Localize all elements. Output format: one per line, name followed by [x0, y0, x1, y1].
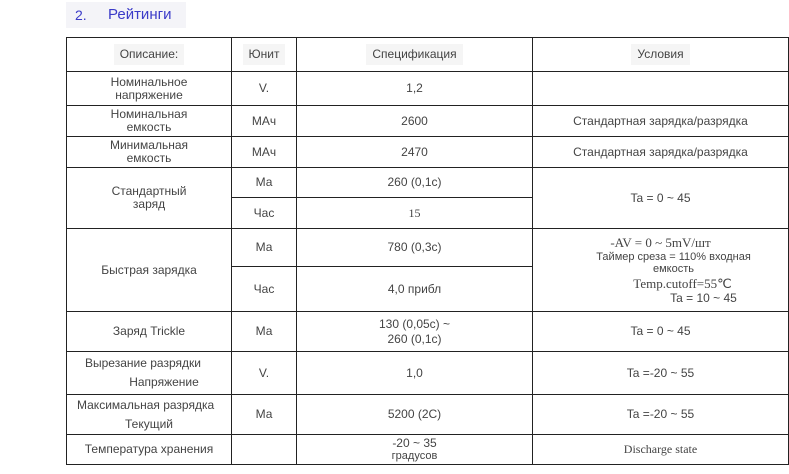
table-row [67, 72, 789, 106]
row-spec: 2600 [297, 106, 533, 137]
row-spec: 1,0 [297, 352, 533, 395]
row-unit: V. [232, 72, 297, 106]
row-spec: 780 (0,3с) [297, 229, 533, 267]
row-spec: -20 ~ 35 градусов [297, 435, 533, 465]
row-conditions: Стандартная зарядка/разрядка [533, 137, 789, 168]
row-unit: Час [232, 267, 297, 312]
row-description: Номинальная емкость [67, 106, 232, 137]
section-title: Рейтинги [108, 6, 172, 23]
header-description: Описание: [67, 38, 232, 72]
table-row [67, 352, 789, 395]
row-unit: Ма [232, 312, 297, 352]
table-row [67, 229, 789, 267]
row-description: Вырезание разрядки Напряжение [67, 352, 232, 395]
row-description: Максимальная разрядка Текущий [67, 395, 232, 435]
row-conditions: Ta =-20 ~ 55 [533, 395, 789, 435]
row-conditions [533, 72, 789, 106]
header-conditions: Условия [533, 38, 789, 72]
row-description: Температура хранения [67, 435, 232, 465]
row-conditions: Discharge state [533, 435, 789, 465]
row-unit: V. [232, 352, 297, 395]
row-unit: МАч [232, 106, 297, 137]
row-unit: МАч [232, 137, 297, 168]
table-row [67, 168, 789, 198]
row-unit [232, 435, 297, 465]
row-description: Номинальное напряжение [67, 72, 232, 106]
section-heading [66, 2, 186, 28]
ratings-table [66, 37, 789, 465]
row-unit: Ма [232, 229, 297, 267]
row-spec: 5200 (2С) [297, 395, 533, 435]
table-row [67, 312, 789, 352]
row-spec: 260 (0,1с) [297, 168, 533, 198]
header-row [67, 38, 789, 72]
row-spec: 130 (0,05с) ~ 260 (0,1с) [297, 312, 533, 352]
row-description: Минимальная емкость [67, 137, 232, 168]
row-unit: Ма [232, 168, 297, 198]
header-spec: Спецификация [297, 38, 533, 72]
row-conditions: -AV = 0 ~ 5mV/шт Таймер среза = 110% входная емкость Temp.cutoff=55℃ Ta = 10 ~ 45 [533, 229, 789, 312]
row-conditions: Ta = 0 ~ 45 [533, 312, 789, 352]
row-conditions: Ta = 0 ~ 45 [533, 168, 789, 229]
table-row [67, 137, 789, 168]
row-description: Быстрая зарядка [67, 229, 232, 312]
table-row [67, 106, 789, 137]
row-unit: Час [232, 198, 297, 229]
section-number: 2. [75, 7, 87, 23]
row-spec: 2470 [297, 137, 533, 168]
row-conditions: Стандартная зарядка/разрядка [533, 106, 789, 137]
row-description: Заряд Trickle [67, 312, 232, 352]
header-unit: Юнит [232, 38, 297, 72]
row-unit: Ма [232, 395, 297, 435]
row-description: Стандартный заряд [67, 168, 232, 229]
row-spec: 15 [297, 198, 533, 229]
row-spec: 4,0 прибл [297, 267, 533, 312]
row-conditions: Ta =-20 ~ 55 [533, 352, 789, 395]
table-row [67, 395, 789, 435]
table-row [67, 435, 789, 465]
row-spec: 1,2 [297, 72, 533, 106]
